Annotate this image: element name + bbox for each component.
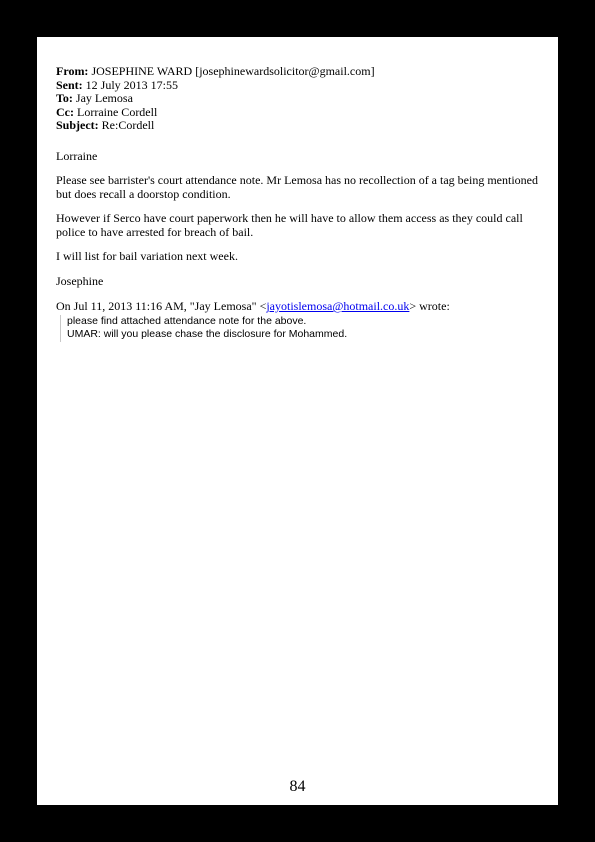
quoted-line-1: please find attached attendance note for the above. xyxy=(67,314,307,327)
subject-label: Subject: xyxy=(56,118,99,132)
cc-value: Lorraine Cordell xyxy=(77,104,158,119)
body-paragraph-1: Please see barrister's court attendance note. Mr Lemosa has no recollection of a tag being mentioned but does recall a doorstop condition. xyxy=(56,173,538,201)
from-value: JOSEPHINE WARD [josephinewardsolicitor@gmail.com] xyxy=(91,64,375,78)
body-paragraph-3: I will list for bail variation next week. xyxy=(56,249,238,263)
email-content xyxy=(56,65,546,342)
subject-line xyxy=(56,119,546,133)
quote-intro-suffix: > wrote: xyxy=(409,299,450,313)
email-header xyxy=(56,65,546,133)
signature: Josephine xyxy=(56,273,104,288)
cc-line xyxy=(56,106,546,120)
quoted-line-2: UMAR: will you please chase the disclosure for Mohammed. xyxy=(67,328,348,340)
sender-email-link[interactable]: jayotislemosa@hotmail.co.uk xyxy=(266,299,410,313)
sent-value: 12 July 2013 17:55 xyxy=(85,77,179,92)
quote-intro-prefix: On Jul 11, 2013 11:16 AM, "Jay Lemosa" < xyxy=(56,299,267,313)
to-value: Jay Lemosa xyxy=(75,91,133,105)
body-paragraph-2: However if Serco have court paperwork then he will have to allow them access as they could call police to have arrested for breach of bail. xyxy=(56,211,523,239)
page-number: 84 xyxy=(289,778,306,795)
sent-label: Sent: xyxy=(56,77,83,92)
quote-intro xyxy=(56,300,546,314)
document-page xyxy=(37,37,558,805)
from-label: From: xyxy=(56,64,89,78)
quoted-message xyxy=(60,315,546,342)
from-line xyxy=(56,65,546,79)
sent-line xyxy=(56,79,546,93)
cc-label: Cc: xyxy=(56,104,74,119)
salutation: Lorraine xyxy=(56,148,98,163)
to-line xyxy=(56,92,546,106)
to-label: To: xyxy=(56,91,73,105)
subject-value: Re:Cordell xyxy=(101,118,155,132)
